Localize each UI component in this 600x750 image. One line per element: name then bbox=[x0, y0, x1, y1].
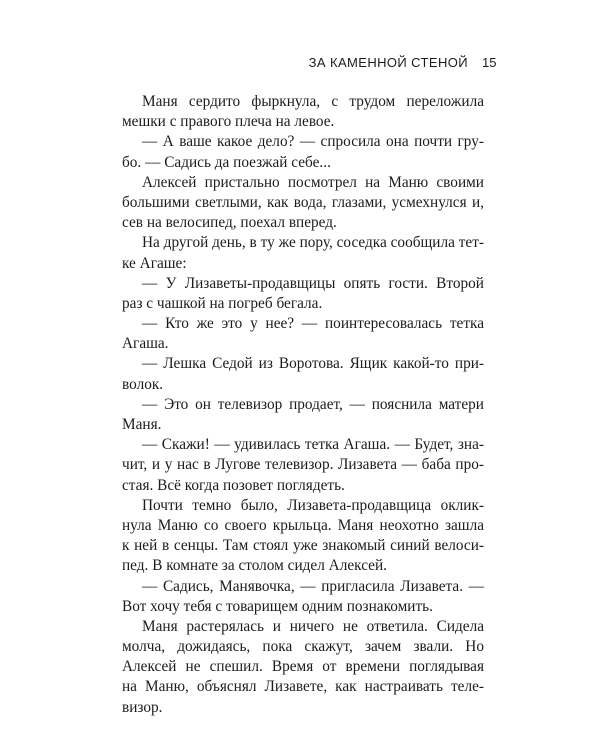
text-line: стая. Всё когда позовет поглядеть. bbox=[122, 476, 345, 494]
text-line: — Скажи! — удивилась тетка Агаша. — Будет, зна- bbox=[142, 436, 484, 454]
text-line: — Кто же это у нее? — поинтересовалась тетка bbox=[142, 315, 484, 333]
text-line: большими светлыми, как вода, глазами, усмехнулся и, bbox=[122, 193, 484, 211]
text-line: бо. — Садись да поезжай себе... bbox=[122, 153, 331, 171]
text-line: Алексей не спешил. Время от времени поглядывая bbox=[122, 658, 484, 676]
text-line: Маня. bbox=[122, 416, 162, 433]
text-line: нула Маню со своего крыльца. Маня неохотно зашла bbox=[122, 516, 484, 534]
text-line: молча, дожидаясь, пока скажут, зачем звали. Но bbox=[122, 638, 484, 656]
text-line: — Садись, Манявочка, — пригласила Лизавета. — bbox=[142, 577, 484, 595]
text-line: раз с чашкой на погреб бегала. bbox=[122, 294, 323, 312]
text-line: Агаша. bbox=[122, 335, 169, 353]
text-line: — У Лизаветы-продавщицы опять гости. Второй bbox=[142, 274, 484, 292]
text-line: на Маню, объяснял Лизавете, как настраивать теле- bbox=[122, 678, 484, 696]
text-line: пед. В комнате за столом сидел Алексей. bbox=[122, 557, 387, 575]
text-line: сев на велосипед, поехал вперед. bbox=[122, 214, 337, 232]
text-line: — А ваше какое дело? — спросила она почти гру- bbox=[142, 133, 484, 151]
text-line: Вот хочу тебя с товарищем одним познакомить. bbox=[122, 597, 433, 615]
text-line: Алексей пристально посмотрел на Маню своими bbox=[142, 173, 484, 191]
text-line: ке Агаше: bbox=[122, 254, 187, 272]
text-line: На другой день, в ту же пору, соседка сообщила тет- bbox=[142, 234, 484, 252]
text-line: к ней в сенцы. Там стоял уже знакомый синий велоси- bbox=[122, 537, 484, 555]
text-line: — Это он телевизор продает, — пояснила матери bbox=[142, 395, 484, 413]
text-line: Маня растерялась и ничего не ответила. Сидела bbox=[142, 617, 484, 635]
text-line: мешки с правого плеча на левое. bbox=[122, 113, 335, 131]
text-line: волок. bbox=[122, 375, 164, 393]
page-number: 15 bbox=[482, 55, 497, 70]
text-line: чит, и у нас в Лугове телевизор. Лизавета — баба про- bbox=[122, 456, 484, 474]
text-line: Почти темно было, Лизавета-продавщица оклик- bbox=[142, 496, 484, 514]
text-line: Маня сердито фыркнула, с трудом переложила bbox=[142, 93, 484, 110]
running-head-title: ЗА КАМЕННОЙ СТЕНОЙ bbox=[308, 55, 468, 70]
text-line: — Лешка Седой из Воротова. Ящик какой-то при- bbox=[142, 355, 484, 373]
text-line: визор. bbox=[122, 698, 163, 716]
book-text-body bbox=[122, 92, 484, 718]
